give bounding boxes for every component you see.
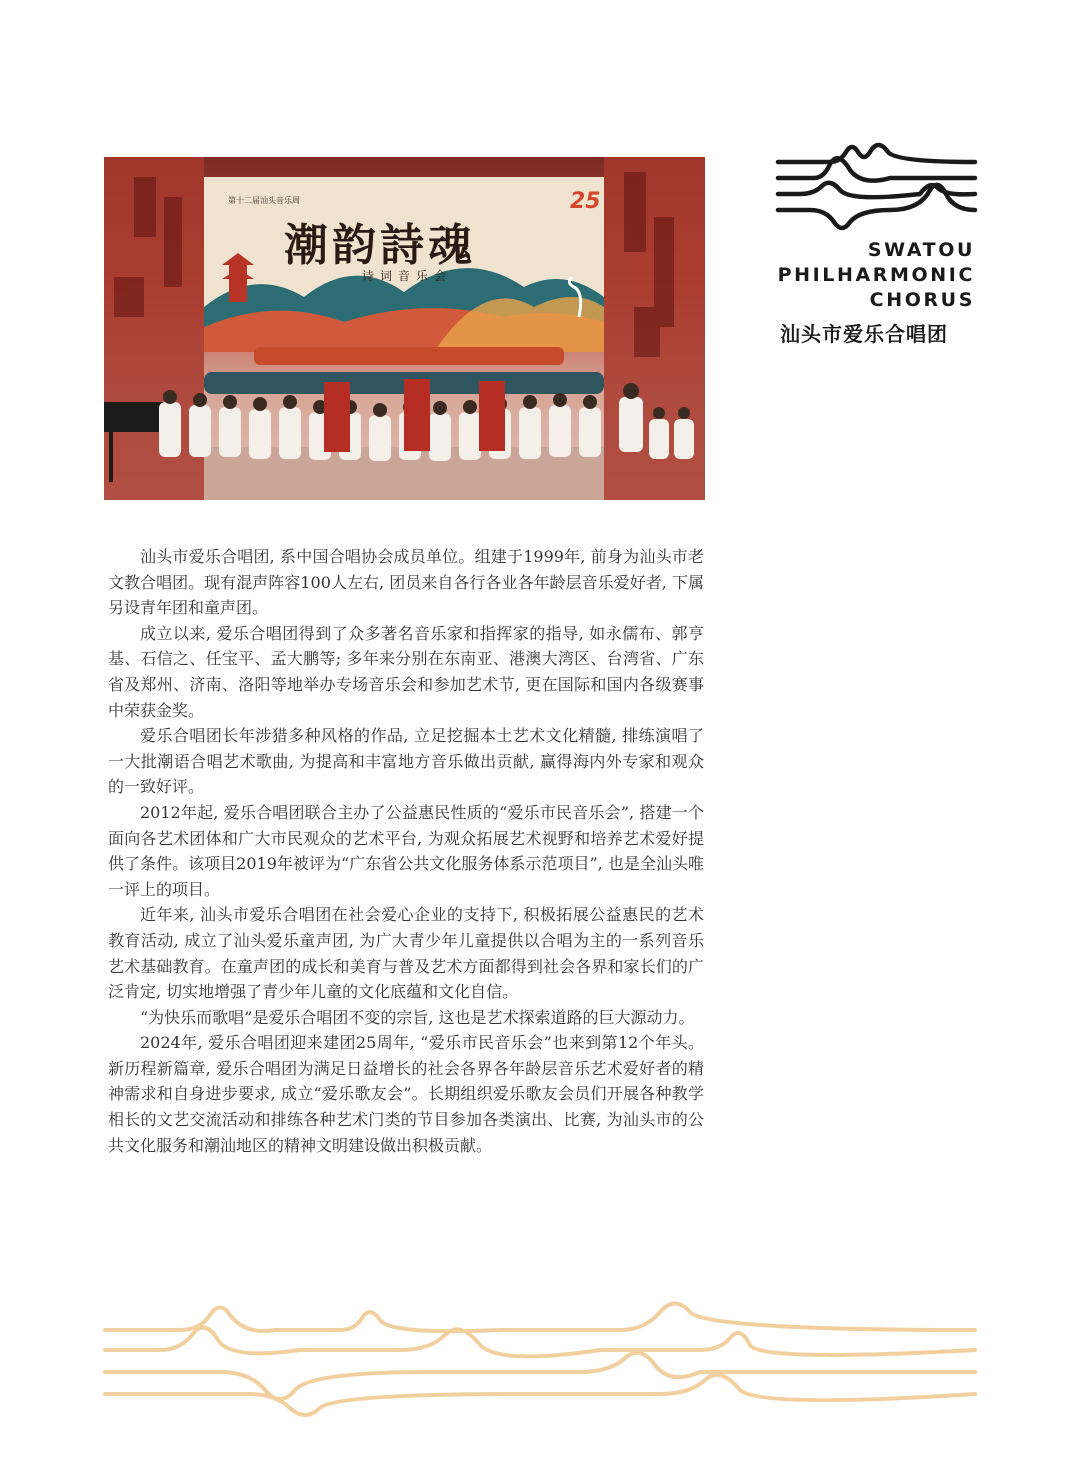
anniversary-mark: 25	[570, 189, 601, 214]
paragraph: “为快乐而歌唱”是爱乐合唱团不变的宗旨, 这也是艺术探索道路的巨大源动力。	[140, 1007, 695, 1027]
paragraph: 近年来, 汕头市爱乐合唱团在社会爱心企业的支持下, 积极拓展公益惠民的艺术教育活动, 成立了汕头爱乐童声团, 为广大青少年儿童提供以合唱为主的一系列音乐艺术基础教育。在童声团的成长和美育与普及艺术方面都得到社会各界和家长们的广泛肯定, 切实地增强了青少年儿童的文化底蕴和文化自信。	[108, 905, 704, 1002]
logo-chinese-name: 汕头市爱乐合唱团	[780, 322, 948, 346]
banner-subtitle: 诗词音乐会	[362, 269, 453, 283]
banner-header: 第十二届汕头音乐周	[228, 196, 300, 205]
paragraph: 2024年, 爱乐合唱团迎来建团25周年, “爱乐市民音乐会”也来到第12个年头。新历程新篇章, 爱乐合唱团为满足日益增长的社会各界各年龄层音乐艺术爱好者的精神需求和自身进步要求, 成立“爱乐歌友会”。长期组织爱乐歌友会员们开展各种教学相长的文艺交流活动和排练各种艺术门类的节目参加各类演出、比赛, 为汕头市的公共文化服务和潮汕地区的精神文明建设做出积极贡献。	[108, 1033, 704, 1155]
logo-en-line1: SWATOU	[867, 239, 975, 261]
banner-title: 潮韵詩魂	[284, 220, 476, 271]
article-body	[108, 544, 704, 1158]
paragraph: 爱乐合唱团长年涉猎多种风格的作品, 立足挖掘本土艺术文化精髓, 排练演唱了一大批潮语合唱艺术歌曲, 为提高和丰富地方音乐做出贡献, 赢得海内外专家和观众的一致好评。	[108, 726, 704, 797]
paragraph: 汕头市爱乐合唱团, 系中国合唱协会成员单位。组建于1999年, 前身为汕头市老文教合唱团。现有混声阵容100人左右, 团员来自各行各业各年龄层音乐爱好者, 下属另设青年团和童声团。	[108, 547, 704, 618]
logo-en-line2: PHILHARMONIC	[777, 264, 975, 286]
concert-photo	[104, 157, 705, 500]
logo-en-line3: CHORUS	[869, 289, 975, 311]
paragraph: 成立以来, 爱乐合唱团得到了众多著名音乐家和指挥家的指导, 如永儒布、郭亨基、石信之、任宝平、孟大鹏等; 多年来分别在东南亚、港澳大湾区、台湾省、广东省及郑州、济南、洛阳等地举办专场音乐会和参加艺术节, 更在国际和国内各级赛事中荣获金奖。	[108, 623, 704, 720]
paragraph: 2012年起, 爱乐合唱团联合主办了公益惠民性质的“爱乐市民音乐会”, 搭建一个面向各艺术团体和广大市民观众的艺术平台, 为观众拓展艺术视野和培养艺术爱好提供了条件。该项目2019年被评为“广东省公共文化服务体系示范项目”, 也是全汕头唯一评上的项目。	[108, 802, 704, 899]
footer-wave-decoration	[100, 1290, 980, 1430]
logo-english-name	[778, 238, 975, 313]
